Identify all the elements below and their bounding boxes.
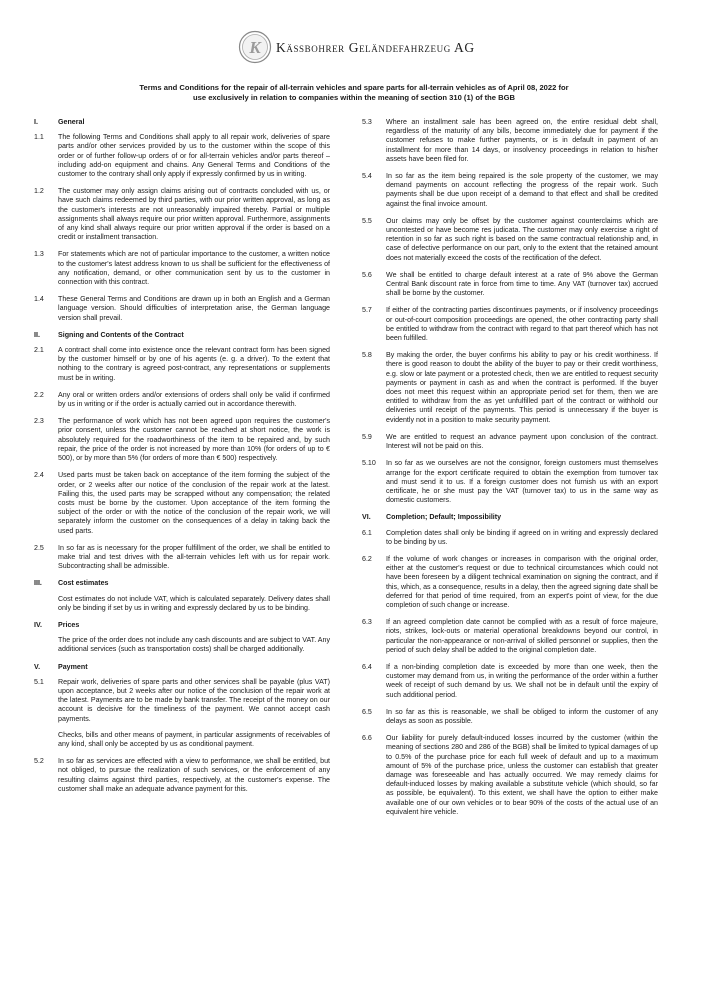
clause: [362, 618, 658, 655]
clause-body: [58, 544, 330, 572]
clause-body: [386, 217, 658, 263]
clause: [362, 459, 658, 505]
clause-number: 6.2: [362, 554, 372, 563]
clause-text: Completion dates shall only be binding if agreed on in writing and expressly declared to be binding by us.: [386, 528, 658, 546]
clause-body: [386, 708, 658, 726]
clause: [362, 663, 658, 700]
clause-text: Our claims may only be offset by the customer against counterclaims which are uncontested or have become res judicata. The customer may only exercise a right of retention in so far as such right is based on the same contractual relationship and, in case of defective performance on our part, only to the extent that the retained amount does not materially exceed the costs of the rectification of the defect.: [386, 216, 658, 262]
clause-number: 1.3: [34, 250, 44, 259]
clause-body: [386, 351, 658, 425]
clause-number: 5.7: [362, 306, 372, 315]
clause-text: A contract shall come into existence once the relevant contract form has been signed by the customer himself or by one of his agents (e. g. a driver). To the extent that nothing to the contrary is agreed post-contract, any representations or supplements must be in writing.: [58, 346, 330, 382]
clause-number: [34, 636, 58, 654]
clause-body: [386, 663, 658, 700]
section-heading: [34, 118, 330, 127]
document-title: [80, 83, 628, 103]
clause-number: 5.10: [362, 459, 376, 468]
clause-number: [34, 595, 58, 613]
clause: [362, 433, 658, 451]
clause-body: [58, 678, 330, 749]
clause: [362, 555, 658, 610]
clause-number: 2.4: [34, 471, 44, 480]
clause-text: In so far as the item being repaired is the sole property of the customer, we may demand payments on account reflecting the progress of the repair work. Such payments shall be due upon receipt of a demand to that effect and shall be credited against the final invoice amount.: [386, 172, 658, 208]
clause-body: [386, 459, 658, 505]
section-title: Payment: [58, 662, 88, 671]
clause-number: 6.5: [362, 707, 372, 716]
clause: [34, 295, 330, 323]
section-heading: [34, 579, 330, 588]
left-column: [34, 118, 330, 802]
clause: [34, 757, 330, 794]
clause-number: 6.3: [362, 618, 372, 627]
clause-text: The customer may only assign claims arising out of contracts concluded with us, or have such claims redeemed by third parties, with our prior written approval, as long as the customer's interests are not unreasonably impaired thereby. Partial or multiple assignments shall always require our prior written approval. Furthermore, assignments of any kind shall always require our prior written approval if the order is based on a credit or installment transaction.: [58, 187, 330, 242]
clause-text: In so far as services are effected with a view to performance, we shall be entitled, but not obliged, to pursue the realization of such services, or the enforcement of any resulting claims against third parties, respectively, at the customer's expense. The customer shall make an adequate advance payment for this.: [58, 757, 330, 793]
clause-number: 6.6: [362, 734, 372, 743]
section-heading: [34, 621, 330, 630]
clause-text: If the volume of work changes or increases in comparison with the original order, either at the customer's request or due to technical circumstances which could not have been foreseen by a diligent technical examination on signing the contract, and if this, which, as a consequence, results in a delay, then the agreed signing date shall be deferred for that period of time required, from an expert's point of view, for the due completion of such change or increase.: [386, 554, 658, 609]
clause: [34, 417, 330, 463]
clause: [34, 391, 330, 409]
clause: [362, 172, 658, 209]
section-number: III.: [34, 579, 42, 588]
clause-body: [58, 636, 330, 654]
clause-body: [58, 346, 330, 383]
clause-body: [386, 306, 658, 343]
clause-text: In so far as is necessary for the proper fulfillment of the order, we shall be entitled to make trial and test drives with the all-terrain vehicles left with us for repair work. Subcontracting shall be admissible.: [58, 543, 330, 571]
clause-text: Repair work, deliveries of spare parts and other services shall be payable (plus VAT) upon acceptance, but 2 weeks after our notice of the conclusion of the repair work at the latest. Payments are to be made by bank transfer. The receipt of the money on our account is decisive for the timeliness of the payment. We cannot accept cash payments.: [58, 677, 330, 723]
clause-number: 5.6: [362, 270, 372, 279]
clause-body: [386, 618, 658, 655]
clause-body: [386, 172, 658, 209]
clause: [34, 636, 330, 654]
clause-number: 1.1: [34, 133, 44, 142]
clause: [34, 187, 330, 242]
section-title: Prices: [58, 620, 80, 629]
clause: [362, 734, 658, 817]
company-name: Kässbohrer Geländefahrzeug AG: [276, 40, 475, 55]
clause-number: 6.4: [362, 662, 372, 671]
clause-body: [58, 471, 330, 535]
clause-number: 5.1: [34, 677, 44, 686]
section-title: Completion; Default; Impossibility: [386, 513, 502, 522]
document-title-line: use exclusively in relation to companies within the meaning of section 310 (1) of the BGB: [193, 93, 515, 102]
clause-text: The price of the order does not include any cash discounts and are subject to VAT. Any additional services (such as transportation costs) shall be charged additionally.: [58, 636, 330, 654]
clause-number: 6.1: [362, 528, 372, 537]
clause-text: Where an installment sale has been agreed on, the entire residual debt shall, regardless of the maturity of any bills, become immediately due for payment if the customer refuses to make further payments, or is in default in payment of an installment for more than 14 days, or insolvency proceedings in relation to his/her assets have been filed for.: [386, 118, 658, 163]
clause-text: These General Terms and Conditions are drawn up in both an English and a German language version. Should difficulties of interpretation arise, the German language version shall prevail.: [58, 295, 330, 322]
section-number: VI.: [362, 513, 371, 522]
clause-text: The performance of work which has not been agreed upon requires the customer's prior consent, unless the customer cannot be reached at short notice, the work is absolutely required for the roadworthiness of the item to be repaired and, by such repair, the price of the order is not increased by more than 10% (for orders of up to € 500), or by more than 5% (for orders of more than € 500) respectively.: [58, 417, 330, 463]
clause-number: 1.4: [34, 295, 44, 304]
clause-text: We are entitled to request an advance payment upon conclusion of the contract. Interest will not be paid on this.: [386, 432, 658, 451]
clause-text: If either of the contracting parties discontinues payments, or if insolvency proceedings or out-of-court composition proceedings are opened, the other contracting party shall be entitled to withdraw from the contract with regard to that part thereof which has not been fulfilled.: [386, 306, 658, 343]
clause: [34, 133, 330, 179]
clause-body: [58, 250, 330, 287]
section-heading: [34, 663, 330, 672]
clause-body: [58, 295, 330, 323]
company-logo-icon: [238, 30, 272, 64]
clause: [362, 351, 658, 425]
clause: [362, 271, 658, 299]
section-number: II.: [34, 330, 40, 339]
clause-body: [58, 417, 330, 463]
section-number: IV.: [34, 620, 43, 629]
right-column: [362, 118, 658, 825]
clause: [34, 595, 330, 613]
clause-body: [58, 187, 330, 242]
clause: [362, 306, 658, 343]
clause-text: Our liability for purely default-induced losses incurred by the customer (within the meaning of sections 280 and 286 of the BGB) shall be limited to typical damages of up to 0.5% of the purchase price for each full week of default and up to a maximum amount of 5% of the purchase price, unless the customer can establish that greater damage was foreseeable and has actually occurred. We may remedy claims for default-induced losses by making available a substitute vehicle (which should, so far as possible, be equivalent). To this extent, we shall have the option to either make available one of our own vehicles or to bear 90% of the costs of the actual use of an equivalent hire vehicle.: [386, 734, 658, 816]
clause-number: 5.3: [362, 118, 372, 126]
clause-number: 2.3: [34, 417, 44, 426]
section-title: General: [58, 118, 85, 126]
clause: [362, 118, 658, 164]
clause-text: Any oral or written orders and/or extensions of orders shall only be valid if confirmed by us in writing or if the order is actually carried out in accordance therewith.: [58, 390, 330, 409]
clause-body: [386, 433, 658, 451]
section-heading: [34, 331, 330, 340]
clause-number: 1.2: [34, 187, 44, 196]
section-title: Cost estimates: [58, 579, 109, 588]
section-number: I.: [34, 118, 38, 126]
clause-text: In so far as we ourselves are not the consignor, foreign customers must themselves arrange for the export certificate required to obtain the exemption from turnover tax and must send it to us. If a foreign customer does not furnish us with an export certificate, he or she must pay the VAT (turnover tax) to us in the same way as domestic customers.: [386, 459, 658, 505]
clause-number: 5.8: [362, 351, 372, 360]
clause: [34, 471, 330, 535]
clause-text: If a non-binding completion date is exceeded by more than one week, then the customer may demand from us, in writing the performance of the order within a further week of receipt of such demand by us. We shall not be in default until the expiry of such additional period.: [386, 662, 658, 699]
header: [0, 30, 708, 66]
document-title-line: Terms and Conditions for the repair of all-terrain vehicles and spare parts for all-terrain vehicles as of April 08, 2022 for: [139, 83, 569, 92]
clause-body: [386, 118, 658, 164]
clause-body: [58, 595, 330, 613]
clause-text: Cost estimates do not include VAT, which is calculated separately. Delivery dates shall only be binding if set by us in writing and expressly declared by us to be binding.: [58, 594, 330, 612]
clause-text: The following Terms and Conditions shall apply to all repair work, deliveries of spare parts and/or other services provided by us to the customer within the scope of this order or of further follow-up orders of or for all-terrain vehicles and/or parts thereof – including add-on equipment and chains. Any General Terms and Conditions of the customer to the contrary shall only apply if expressly confirmed by us in writing.: [58, 133, 330, 179]
clause: [362, 217, 658, 263]
section-title: Signing and Contents of the Contract: [58, 330, 184, 339]
clause: [362, 708, 658, 726]
clause-body: [386, 555, 658, 610]
clause-body: [386, 271, 658, 299]
clause-text: If an agreed completion date cannot be complied with as a result of force majeure, riots, strikes, lock-outs or material operational breakdowns beyond our control, in particular the non-appearance or non-arrival of skilled personnel or supplies, then the period of such delay shall be added to the original completion date.: [386, 618, 658, 654]
clause-number: 5.9: [362, 432, 372, 441]
clause-number: 2.2: [34, 390, 44, 399]
clause-number: 5.4: [362, 172, 372, 181]
clause-body: [386, 734, 658, 817]
clause-body: [386, 529, 658, 547]
clause: [34, 678, 330, 749]
clause-body: [58, 391, 330, 409]
clause: [34, 250, 330, 287]
clause: [34, 346, 330, 383]
clause-text: By making the order, the buyer confirms his ability to pay or his credit worthiness. If there is good reason to doubt the ability of the buyer to pay or their credit worthiness, e.g. slow or late payment or a protested check, then we are entitled to request security payments or payment in cash as and when the contract is performed. If the buyer does not meet this request within an appropriate period set for them, then we are entitled to withdraw from the as yet unfulfilled part of the contract or withhold our deliveries until receipt of the payments. This period is unnecessary if the buyer is evidently not in a position to make security payment.: [386, 351, 658, 424]
clause-number: 2.1: [34, 346, 44, 355]
clause-text: Checks, bills and other means of payment, in particular assignments of receivables of any kind, shall only be accepted by us as conditional payment.: [58, 730, 330, 748]
clause-number: 5.2: [34, 757, 44, 766]
section-number: V.: [34, 662, 41, 671]
clause-text: In so far as this is reasonable, we shall be obliged to inform the customer of any delays as soon as possible.: [386, 707, 658, 725]
clause-text: We shall be entitled to charge default interest at a rate of 9% above the German Central Bank discount rate in force from time to time. Any VAT (turnover tax) accrued shall be borne by the customer.: [386, 270, 658, 298]
clause-number: 2.5: [34, 543, 44, 552]
clause: [362, 529, 658, 547]
section-heading: [362, 513, 658, 522]
svg-text:K: K: [249, 38, 261, 57]
clause-number: 5.5: [362, 216, 372, 225]
clause-text: For statements which are not of particular importance to the customer, a written notice to the customer's latest address known to us shall be sufficient for the effectiveness of any notification, demand, or other communication sent by us to the customer in connection with this contract.: [58, 250, 330, 287]
clause-body: [58, 757, 330, 794]
clause: [34, 544, 330, 572]
clause-text: Used parts must be taken back on acceptance of the item forming the subject of the order, or 2 weeks after our notice of the conclusion of the repair work at the latest. Failing this, the used parts may be scrapped without any compensation; the related costs must be borne by the customer. Upon acceptance of the item forming the subject of the order or with the notice of the conclusion of the repair work, we will separately inform the customer on the consequences of a delay in taking back the used parts.: [58, 471, 330, 535]
clause-body: [58, 133, 330, 179]
